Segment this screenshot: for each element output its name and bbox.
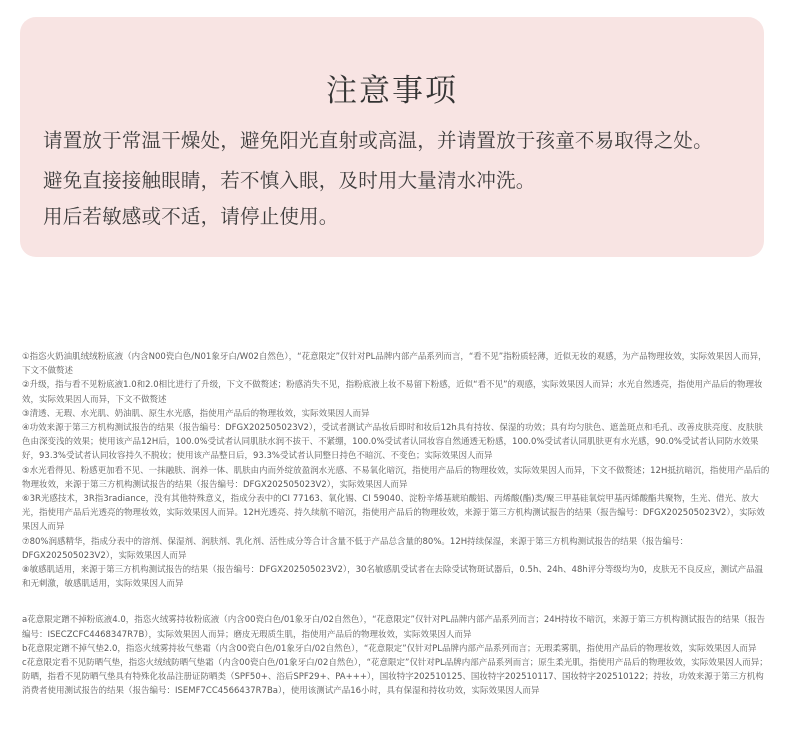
notice-card	[20, 17, 764, 257]
footnote: a花意限定蹭不掉粉底液4.0，指恣火绒雾持妆粉底液（内含00瓷白色/01象牙白/02自然色），“花意限定”仅针对PL品牌内部产品系列而言；24H持妆不暗沉，来源于第三方机构测试报告的结果（报告编号：ISECZCFC4468347R7B），实际效果因人而异；磨皮无瑕质生肌，指使用产品后的物理妆效，实际效果因人而异	[22, 615, 766, 640]
footnote-spacer	[22, 591, 770, 613]
footnote: ②升级，指与看不见粉底液1.0和2.0相比进行了升级，下文不做赘述；粉感消失不见，指粉底液上妆不易留下粉感，近似“看不见”的观感，实际效果因人而异；水光自然透亮，指使用产品后的物理妆效，实际效果因人而异，下文不做赘述	[22, 380, 763, 405]
notice-line-storage: 请置放于常温干燥处，避免阳光直射或高温，并请置放于孩童不易取得之处。	[43, 129, 713, 152]
footnotes	[22, 350, 770, 699]
footnote: ⑥3R光感技术，3R指3radiance，没有其他特殊意义，指成分表中的CI 77163、氧化锡、CI 59040、淀粉辛烯基琥珀酸铝、丙烯酸(酯)类/聚三甲基硅氧烷甲基丙烯酸酯共聚物，生光、借光、放大光，指使用产品后光透亮的物理妆效，实际效果因人而异。12H光透亮、持久续航不暗沉，指使用产品后的物理妆效，来源于第三方机构测试报告的结果（报告编号：DFGX202505023V2），实际效果因人而异	[22, 494, 765, 533]
footnote: b花意限定蹭不掉气垫2.0，指恣火绒雾持妆气垫霜（内含00瓷白色/01象牙白/02自然色），“花意限定”仅针对PL品牌内部产品系列而言；无瑕柔雾肌，指使用产品后的物理妆效，实际效果因人而异	[22, 643, 757, 654]
footnote: ⑧敏感肌适用，来源于第三方机构测试报告的结果（报告编号：DFGX202505023V2），30名敏感肌受试者在去除受试物斑试器后，0.5h、24h、48h评分等级均为0，皮肤无不良反应，测试产品温和无刺激，敏感肌适用，实际效果因人而异	[22, 565, 764, 590]
notice-line-eyes: 避免直接接触眼睛，若不慎入眼，及时用大量清水冲洗。	[43, 169, 536, 192]
notice-line-discomfort: 用后若敏感或不适，请停止使用。	[43, 205, 339, 228]
footnote: ⑦80%润感精华，指成分表中的溶剂、保湿剂、润肤剂、乳化剂、活性成分等合计含量不低于产品总含量的80%。12H持续保湿，来源于第三方机构测试报告的结果（报告编号：DFGX202505023V2），实际效果因人而异	[22, 536, 689, 561]
footnote: c花意限定看不见防晒气垫，指恣火绒绒防晒气垫霜（内含00瓷白色/01象牙白/02自然色），“花意限定”仅针对PL品牌内部产品系列而言；原生柔光肌，指使用产品后的物理妆效，实际效果因人而异；防晒，指看不见防晒气垫具有特殊化妆品注册证防晒类（SPF50+、浴后SPF29+、PA+++），国妆特字202510125、国妆特字202510117、国妆特字202510122；持妆，功效来源于第三方机构消费者使用测试报告的结果（报告编号：ISEMF7CC4566437R7Ba），使用该测试产品16小时，具有保湿和持妆功效，实际效果因人而异	[22, 658, 768, 697]
footnote: ⑤水光看得见、粉感更加看不见、一抹融肤、润养一体、肌肤由内而外绽放盈润水光感、不易氧化暗沉，指使用产品后的物理妆效，实际效果因人而异，下文不做赘述；12H抵抗暗沉，指使用产品后的物理妆效，来源于第三方机构测试报告的结果（报告编号：DFGX202505023V2），实际效果因人而异	[22, 465, 770, 490]
notice-title: 注意事项	[326, 73, 458, 109]
footnote: ①指恣火奶油肌绒绒粉底液（内含N00瓷白色/N01象牙白/W02自然色），“花意限定”仅针对PL品牌内部产品系列而言，“看不见”指粉质轻薄，近似无妆的观感，为产品物理妆效，实际效果因人而异，下文不做赘述	[22, 352, 767, 377]
footnote: ④功效来源于第三方机构测试报告的结果（报告编号：DFGX202505023V2），受试者测试产品妆后即时和妆后12h具有持妆、保湿的功效；具有均匀肤色、遮盖斑点和毛孔、改善皮肤亮度、皮肤肤色由深变浅的效果；使用该产品12H后，100.0%受试者认同肌肤水润不拔干、不紧绷，100.0%受试者认同妆容自然通透无粉感，100.0%受试者认同肌肤更有水光感，90.0%受试者认同防水效果好，93.3%受试者认同妆容持久不脱妆；使用该产品整日后，93.3%受试者认同整日持色不暗沉、不变色；实际效果因人而异	[22, 423, 763, 462]
footnote: ③清透、无瑕、水光肌、奶油肌、原生水光感，指使用产品后的物理妆效，实际效果因人而异	[22, 408, 370, 419]
